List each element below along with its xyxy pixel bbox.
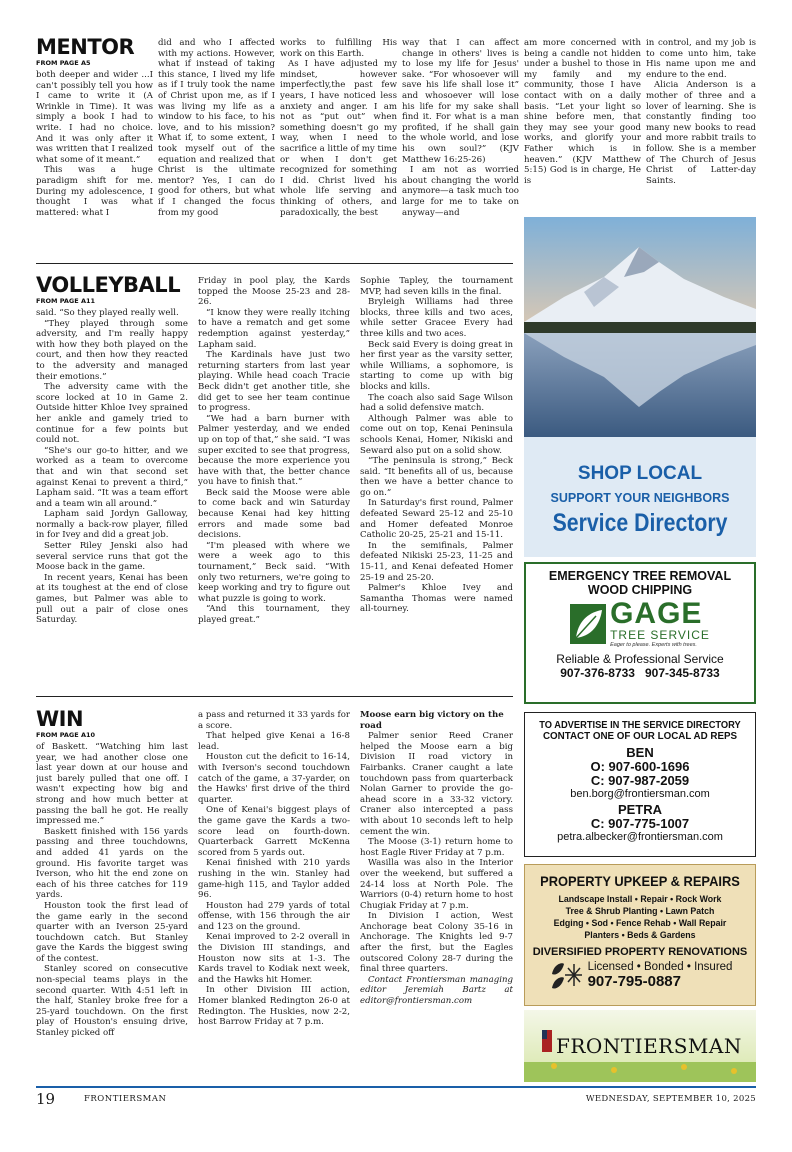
- section-divider: [36, 696, 513, 697]
- paragraph: said. “So they played really well.: [36, 308, 179, 318]
- gage-tree-ad: [524, 562, 756, 704]
- paragraph: Sophie Tapley, the tournament MVP, had seven kills in the final.: [360, 276, 513, 297]
- paragraph: That helped give Kenai a 16-8 lead.: [198, 731, 350, 752]
- paragraph: “And this tournament, they played great.”: [198, 604, 350, 625]
- volleyball-jump: FROM PAGE A11: [36, 297, 96, 305]
- footer-date: WEDNESDAY, SEPTEMBER 10, 2025: [585, 1094, 756, 1104]
- paragraph: In Saturday's first round, Palmer defeated Seward 25-12 and 25-10 and Homer defeated Monroe Catholic 20-25, 25-21 and 15-11.: [360, 498, 513, 541]
- mentor-headline: MENTOR: [36, 35, 135, 59]
- paragraph: “She's our go-to hitter, and we worked as a team to overcome that and win that second set against Kenai to prevent a third,” Lapham said. “It was a team effort and a team win all around.”: [36, 445, 188, 509]
- paragraph: works to fulfilling His work on this Earth.: [280, 38, 397, 59]
- upkeep-service-4: Planters • Beds & Gardens: [584, 930, 696, 940]
- paragraph: a pass and returned it 33 yards for a score.: [198, 710, 350, 731]
- paragraph: Kenai finished with 210 yards rushing in the win. Stanley had game-high 115, and Taylor added 96.: [198, 858, 350, 901]
- win-col-3: [360, 710, 513, 1084]
- paragraph: “I know they were really itching to have a rematch and get some redemption against yesterday,” Lapham said.: [198, 307, 350, 350]
- paragraph: In recent years, Kenai has been at its toughest at the end of close games, but Palmer was able to pull out a pair of close ones Saturday.: [36, 572, 188, 626]
- advertise-ad: [524, 712, 756, 857]
- paragraph: both deeper and wider ...I can't possibly tell you how I came to write it (A Wrinkle in Time). It was simply a book I had to write. I had no choice. And it was only after it was written that I realized what some of it meant.”: [36, 70, 153, 165]
- section-divider: [36, 263, 513, 264]
- rep-petra-cell: C: 907-775-1007: [590, 816, 690, 831]
- page-number: 19: [36, 1090, 56, 1108]
- mentor-col-2: [158, 38, 275, 240]
- paragraph: Lapham said Jordyn Galloway, normally a back-row player, filled in for Ivey and did a great job.: [36, 509, 188, 541]
- shop-local-sub: SUPPORT YOUR NEIGHBORS: [550, 491, 730, 505]
- subhead: Moose earn big victory on the road: [360, 710, 504, 731]
- gage-phones: [526, 666, 754, 680]
- gage-phone-1: 907-376-8733: [560, 666, 635, 680]
- rep-ben-office: O: 907-600-1696: [590, 759, 690, 774]
- paragraph: “They played through some adversity, and I'm really happy with how they both played on the court, and then how they reacted to the adversity and managed their emotions.”: [36, 318, 188, 382]
- paragraph: Palmer senior Reed Craner helped the Moose earn a big Division II road victory in Fairbanks. Craner caught a late touchdown pass from quarterback Nolan Garner to provide the go-ahead score in a 33-32 victory. Craner also intercepted a pass with about 10 seconds left to help cement the win.: [360, 731, 513, 837]
- mountain-photo: [524, 217, 756, 437]
- leaf-icon: [570, 604, 606, 644]
- gage-line-2: WOOD CHIPPING: [587, 583, 693, 597]
- rep-ben-email: ben.borg@frontiersman.com: [570, 788, 710, 800]
- paragraph: The Moose (3-1) return home to host Eagle River Friday at 7 p.m.: [360, 837, 513, 858]
- rep-petra-email: petra.albecker@frontiersman.com: [557, 831, 723, 843]
- volleyball-col-1: [36, 308, 188, 690]
- paragraph: Bryleigh Williams had three blocks, three kills and two aces, while setter Gracee Every had three kills and two aces.: [360, 297, 513, 339]
- win-jump: FROM PAGE A10: [36, 731, 96, 739]
- paragraph: Beck said Every is doing great in her first year as the varsity setter, while Williams, a sophomore, is starting to come up with big blocks and kills.: [360, 339, 513, 392]
- contact-note: Contact Frontiersman managing editor Jeremiah Bartz at editor@frontiersman.com: [360, 974, 513, 1007]
- paragraph: In the semifinals, Palmer defeated Nikiski 25-23, 11-25 and 15-11, and Kenai defeated Homer 25-19 and 25-20.: [360, 540, 513, 583]
- upkeep-service-3: Edging • Sod • Fence Rehab • Wall Repair: [553, 918, 727, 928]
- advertise-line-1: TO ADVERTISE IN THE SERVICE DIRECTORY: [539, 720, 741, 731]
- frontiersman-logo: FRONTIERSMAN: [556, 1034, 742, 1058]
- paragraph: One of Kenai's biggest plays of the game gave the Kards a two-score lead on fourth-down. Quarterback Garrett McKenna scored from 5 yards out.: [198, 805, 350, 858]
- upkeep-service-1: Landscape Install • Repair • Rock Work: [558, 894, 722, 904]
- paragraph: am more concerned with being a candle not hidden under a bushel to those in my family and my community, those I have contact with on a daily basis. “Let your light so shine before men, that they may see your good works, and glorify your Father which is in heaven.” (KJV Matthew 5:15) God is in charge, He is: [524, 38, 641, 186]
- mentor-col-6: [646, 38, 756, 210]
- upkeep-credentials: Licensed • Bonded • Insured: [587, 960, 733, 973]
- gage-logo: [526, 597, 754, 648]
- rep-ben-cell: C: 907-987-2059: [590, 773, 690, 788]
- paragraph: Beck said the Moose were able to come back and win Saturday because Kenai had key hitting errors and made some bad decisions.: [198, 487, 350, 541]
- paragraph: Although Palmer was able to come out on top, Kenai Peninsula schools Kenai, Homer, Nikiski and Seward also put on a solid show.: [360, 413, 513, 456]
- win-col-1: [36, 742, 188, 1084]
- paragraph: Palmer's Khloe Ivey and Samantha Thomas were named all-tourney.: [360, 583, 513, 615]
- paragraph: Stanley scored on consecutive non-special teams plays in the second quarter. With 4:51 left in the half, Stanley broke free for a 25-yard touchdown. On the first play of Houston's ensuing drive, Stanley picked off: [36, 964, 188, 1039]
- paragraph: Houston had 279 yards of total offense, with 156 through the air and 123 on the ground.: [198, 900, 350, 932]
- paragraph: “I'm pleased with where we were a week ago to this tournament,” Beck said. “With only two returners, we're going to keep working and try to figure out what puzzle is going to work.: [198, 540, 350, 604]
- paragraph: The adversity came with the score locked at 10 in Game 2. Outside hitter Khloe Ivey sprained her ankle and gamely tried to continue for a few points but could not.: [36, 382, 188, 446]
- gage-line-3: Reliable & Professional Service: [556, 652, 724, 666]
- paragraph: Kenai improved to 2-2 overall in the Division III standings, and Houston now sits at 1-3. The Kards travel to Kodiak next week, and the Hawks hit Homer.: [198, 932, 350, 985]
- paragraph: Wasilla was also in the Interior over the weekend, but suffered a 24-14 loss at North Pole. The Warriors (0-4) return home to host Chugiak Friday at 7 p.m.: [360, 858, 513, 911]
- paragraph: Setter Riley Jenski also had several service runs that got the Moose back in the game.: [36, 541, 188, 573]
- paragraph: The Kardinals have just two returning starters from last year playing. While head coach Tracie Beck didn't get another title, she did get to see her team continue to progress.: [198, 350, 350, 414]
- gage-tagline: Eager to please. Experts with trees.: [610, 642, 697, 648]
- mentor-jump: FROM PAGE A5: [36, 59, 91, 67]
- volleyball-col-2: [198, 276, 350, 690]
- paragraph: way that I can affect change in others' lives is to lose my life for Jesus' sake. “For whosoever will save his life shall lose it” and whosoever will lose his life for my sake shall find it. For what is a man profited, if he shall gain the whole world, and lose his own soul?” (KJV Matthew 16:25-26): [402, 38, 519, 165]
- paragraph: Alicia Anderson is a mother of three and a lover of learning. She is constantly finding too many new books to read and more rabbit trails to follow. She is a member of The Church of Jesus Christ of Latter-day Saints.: [646, 80, 756, 186]
- paragraph: Friday in pool play, the Kards topped the Moose 25-23 and 28-26.: [198, 276, 350, 308]
- upkeep-phone: 907-795-0887: [587, 972, 681, 990]
- win-col-2: [198, 710, 350, 1084]
- shop-local-directory: Service Directory: [552, 509, 728, 537]
- mentor-col-1: [36, 70, 153, 240]
- paragraph: did and who I affected with my actions. However, what if instead of taking this stance, I lived my life as if I truly took the name of Christ upon me, as if I was living my life as a window to his face, to his love, and to his mission? What if, to some extent, I took myself out of the equation and realized that Christ is the ultimate mentor? Yes, I can do good for others, but what if I changed the focus from my good: [158, 38, 275, 218]
- paragraph: I am not as worried about changing the world anymore—a task much too large for me to take on anyway—and: [402, 165, 519, 218]
- gage-brand: GAGE: [610, 597, 703, 630]
- shop-local-ad: [524, 437, 756, 557]
- footer-paper-name: FRONTIERSMAN: [84, 1094, 167, 1104]
- advertise-line-2: CONTACT ONE OF OUR LOCAL AD REPS: [542, 731, 738, 742]
- gage-phone-2: 907-345-8733: [645, 666, 720, 680]
- upkeep-title: PROPERTY UPKEEP & REPAIRS: [540, 873, 740, 889]
- upkeep-service-2: Tree & Shrub Planting • Lawn Patch: [565, 906, 715, 916]
- mountain-lake-image: [524, 217, 756, 437]
- paragraph: As I have adjusted my mindset, however imperfectly,the past few years, I have noticed less anxiety and anger. I am not as “put out” when something doesn't go my way, when I need to sacrifice a little of my time or when I don't get recognized for something I did. Christ lived his whole life serving and thinking of others, and paradoxically, the best: [280, 59, 397, 218]
- mentor-col-3: [280, 38, 397, 240]
- footer-rule: [36, 1086, 756, 1088]
- leaf-snowflake-icon: [548, 960, 582, 990]
- paragraph: Houston cut the deficit to 16-14, with Iverson's second touchdown catch of the game, a 37-yarder, on the Hawks' first drive of the third quarter.: [198, 752, 350, 805]
- paragraph: of Baskett. “Watching him last year, we had another close one last year down at our house and just barely pulled that one off. I wasn't expecting how big and strong and how much better at passing the ball he got. He really impressed me.”: [36, 742, 188, 827]
- paragraph: in control, and my job is to come unto him, take His name upon me and endure to the end.: [646, 38, 756, 80]
- paragraph: “We had a barn burner with Palmer yesterday, and we ended up on top of that,” she said. “I was super excited to see that progress, because the more experience you have with that, the better chance you have to finish that.”: [198, 413, 350, 488]
- paragraph: “The peninsula is strong,” Beck said. “It benefits all of us, because then we have a better chance to go on.”: [360, 456, 513, 498]
- property-upkeep-ad: [524, 864, 756, 1006]
- rep-petra-name: PETRA: [617, 802, 663, 817]
- paragraph: This was a huge paradigm shift for me. During my adolescence, I thought I was what mattered: what I: [36, 165, 153, 218]
- paragraph: The coach also said Sage Wilson had a solid defensive match.: [360, 392, 513, 414]
- volleyball-headline: VOLLEYBALL: [36, 273, 181, 297]
- shop-local-title: SHOP LOCAL: [577, 463, 703, 484]
- gage-brand-2: TREE SERVICE: [610, 628, 710, 642]
- paragraph: Houston took the first lead of the game early in the second quarter with an Iverson 25-yard touchdown catch. But Stanley gave the Kards the biggest swing of the contest.: [36, 900, 188, 964]
- win-headline: WIN: [36, 707, 84, 731]
- frontiersman-ad: [524, 1010, 756, 1082]
- rep-ben-name: BEN: [626, 745, 654, 760]
- mentor-col-4: [402, 38, 519, 240]
- gage-line-1: EMERGENCY TREE REMOVAL: [548, 569, 732, 583]
- paragraph: In Division I action, West Anchorage beat Colony 35-16 in Anchorage. The Knights led 9-7 after the first, but the Eagles outscored Colony 28-7 during the final three quarters.: [360, 911, 513, 975]
- mentor-col-5: [524, 38, 641, 210]
- paragraph: In other Division III action, Homer blanked Redington 26-0 at Redington. The Huskies, now 2-2, host Barrow Friday at 7 p.m.: [198, 985, 350, 1028]
- volleyball-col-3: [360, 276, 513, 690]
- paragraph: Baskett finished with 156 yards passing and three touchdowns, and added 41 yards on the ground. His favorite target was Iverson, who hit the end zone on each of his three catches for 119 yards.: [36, 826, 188, 901]
- upkeep-company: DIVERSIFIED PROPERTY RENOVATIONS: [532, 946, 748, 958]
